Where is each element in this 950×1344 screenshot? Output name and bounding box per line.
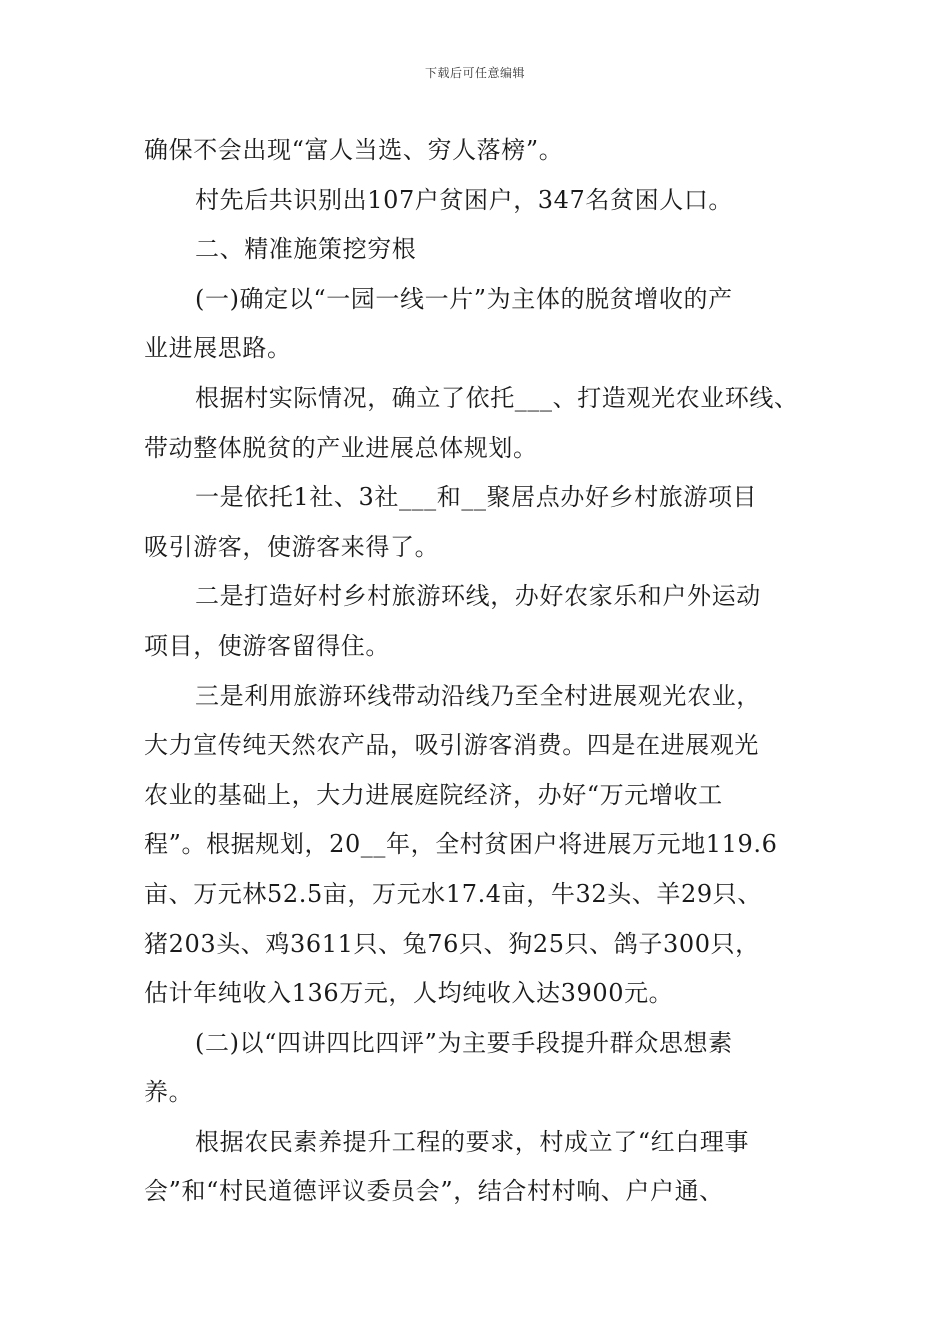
text-line: 项目，使游客留得住。 (144, 631, 390, 660)
document-body (144, 126, 806, 1217)
text-line: 三是利用旅游环线带动沿线乃至全村进展观光农业， (195, 681, 761, 710)
subsection-heading: (一)确定以“一园一线一片”为主体的脱贫增收的产 (195, 284, 733, 313)
subsection-heading-cont: 业进展思路。 (144, 334, 292, 363)
page-header: 下载后可任意编辑 (424, 66, 525, 80)
text-line: 根据农民素养提升工程的要求，村成立了“红白理事 (195, 1127, 750, 1156)
subsection-heading: (二)以“四讲四比四评”为主要手段提升群众思想素 (195, 1028, 733, 1057)
text-line: 带动整体脱贫的产业进展总体规划。 (144, 433, 538, 462)
text-line: 农业的基础上，大力进展庭院经济，办好“万元增收工 (144, 780, 723, 809)
text-line: 猪203头、鸡3611只、兔76只、狗25只、鸽子300只， (144, 929, 760, 958)
text-line: 一是依托1社、3社___和__聚居点办好乡村旅游项目 (195, 483, 758, 512)
text-line: 会”和“村民道德评议委员会”，结合村村响、户户通、 (144, 1177, 724, 1206)
text-line: 村先后共识别出107户贫困户，347名贫困人口。 (195, 185, 734, 214)
text-line: 大力宣传纯天然农产品，吸引游客消费。四是在进展观光 (144, 731, 759, 760)
text-line: 二是打造好村乡村旅游环线，办好农家乐和户外运动 (195, 582, 761, 611)
text-line: 亩、万元林52.5亩，万元水17.4亩，牛32头、羊29只、 (144, 879, 762, 908)
section-heading: 二、精准施策挖穷根 (195, 235, 417, 264)
text-line: 程”。根据规划，20__年，全村贫困户将进展万元地119.6 (144, 830, 778, 859)
text-line: 估计年纯收入136万元，人均纯收入达3900元。 (144, 979, 674, 1008)
text-line: 根据村实际情况，确立了依托___、打造观光农业环线、 (195, 383, 799, 412)
subsection-heading-cont: 养。 (144, 1078, 194, 1107)
text-line: 确保不会出现“富人当选、穷人落榜”。 (144, 136, 564, 164)
text-line: 吸引游客，使游客来得了。 (144, 532, 440, 561)
